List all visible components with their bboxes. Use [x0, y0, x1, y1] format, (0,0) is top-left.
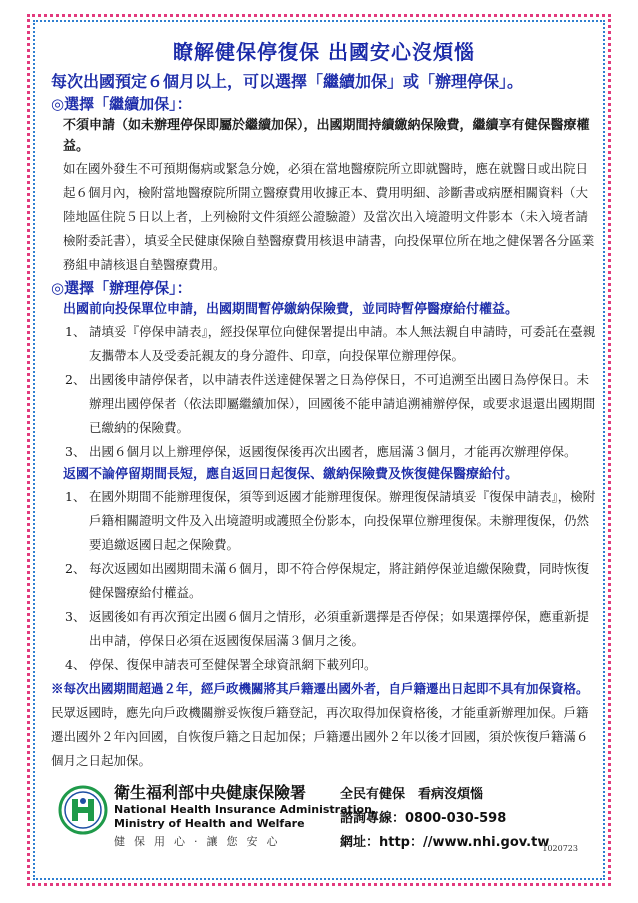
- suspend-before-list: [51, 320, 597, 464]
- note-text: 民眾返國時，應先向戶政機關辦妥恢復戶籍登記，再次取得加保資格後，才能重新辦理加保。戶籍遷出國外２年內回國，自恢復戶籍之日起加保；戶籍遷出國外２年以後才回國，須於恢復戶籍滿６個月之日起加保。: [51, 705, 589, 768]
- footer: [58, 783, 598, 863]
- list-item: [65, 368, 597, 440]
- list-item: [65, 557, 597, 605]
- item-number: 2、: [65, 372, 86, 387]
- item-number: 2、: [65, 561, 86, 576]
- suspend-after-summary: 返國不論停留期間長短，應自返回日起復保、繳納保險費及恢復健保醫療給付。: [63, 467, 519, 482]
- org-slogan: 健保用心‧讓您安心: [114, 835, 287, 848]
- flyer-content: [51, 36, 597, 773]
- list-item: [65, 653, 597, 677]
- document-code: 1020723: [542, 844, 578, 853]
- continue-details: 如在國外發生不可預期傷病或緊急分娩，必須在當地醫療院所立即就醫時，應在就醫日或出院日起６個月內，檢附當地醫療院所開立醫療費用收據正本、費用明細、診斷書或病歷相關資料（大陸地區住院５日以上者，上列檢附文件須經公證驗證）及當次出入境證明文件影本（未入境者請檢附委託書），填妥全民健康保險自墊醫療費用核退申請書，向投保單位所在地之健保署各分區業務組申請核退自墊醫療費用。: [63, 161, 595, 272]
- item-text: 出國６個月以上辦理停保，返國復保後再次出國者，應屆滿３個月，才能再次辦理停保。: [89, 444, 577, 459]
- suspend-before-summary: 出國前向投保單位申請，出國期間暫停繳納保險費，並同時暫停醫療給付權益。: [63, 302, 519, 317]
- flyer-title: 瞭解健保停復保 出國安心沒煩惱: [173, 40, 475, 64]
- nhi-logo-icon: [58, 785, 108, 835]
- item-text: 在國外期間不能辦理復保，須等到返國才能辦理復保。辦理復保請填妥『復保申請表』，檢附戶籍相關證明文件及入出境證明或護照全份影本，向投保單位辦理復保。未辦理復保，仍然要追繳返國日起之保險費。: [89, 489, 596, 552]
- lead-statement: 每次出國預定６個月以上，可以選擇「繼續加保」或「辦理停保」。: [51, 72, 524, 91]
- list-item: [65, 320, 597, 368]
- org-name-cn: 衛生福利部中央健康保險署: [114, 783, 307, 802]
- item-number: 3、: [65, 444, 86, 459]
- item-text: 出國後申請停保者，以申請表件送達健保署之日為停保日，不可追溯至出國日為停保日。未辦理出國停保者（依法即屬繼續加保），回國後不能申請追溯補辦停保，或要求退還出國期間已繳納的保險費。: [89, 372, 596, 435]
- item-number: 1、: [65, 489, 86, 504]
- list-item: [65, 605, 597, 653]
- website-link[interactable]: 網址：http：//www.nhi.gov.tw: [340, 835, 550, 850]
- item-text: 每次返國如出國期間未滿６個月，即不符合停保規定，將註銷停保並追繳保險費，同時恢復健保醫療給付權益。: [89, 561, 590, 600]
- continue-summary: 不須申請（如未辦理停保即屬於繼續加保），出國期間持續繳納保險費，繼續享有健保醫療權益。: [63, 118, 590, 154]
- item-number: 4、: [65, 657, 86, 672]
- list-item: [65, 440, 597, 464]
- note-bold: ※每次出國期間超過２年，經戶政機關將其戶籍遷出國外者，自戶籍遷出日起即不具有加保資格。: [51, 681, 589, 696]
- item-number: 3、: [65, 609, 86, 624]
- item-text: 停保、復保申請表可至健保署全球資訊網下載列印。: [89, 657, 377, 672]
- organization-block: [114, 783, 376, 853]
- list-item: [65, 485, 597, 557]
- item-text: 返國後如有再次預定出國６個月之情形，必須重新選擇是否停保；如果選擇停保，應重新提出申請，停保日必須在返國復保屆滿３個月之後。: [89, 609, 590, 648]
- item-number: 1、: [65, 324, 86, 339]
- contact-block: [340, 783, 549, 855]
- flyer-page: [27, 14, 611, 886]
- suspend-heading: ◎選擇「辦理停保」：: [51, 279, 192, 297]
- suspend-after-list: [51, 485, 597, 677]
- motto: 全民有健保 看病沒煩惱: [340, 787, 484, 802]
- continue-heading: ◎選擇「繼續加保」：: [51, 95, 192, 113]
- org-name-en-1: National Health Insurance Administration,: [114, 803, 377, 816]
- household-note: [51, 677, 597, 773]
- item-text: 請填妥『停保申請表』，經投保單位向健保署提出申請。本人無法親自申請時，可委託在臺親友攜帶本人及受委託親友的身分證件、印章，向投保單位辦理停保。: [89, 324, 596, 363]
- org-name-en-2: Ministry of Health and Welfare: [114, 817, 305, 830]
- hotline: 諮詢專線：0800-030-598: [340, 811, 507, 826]
